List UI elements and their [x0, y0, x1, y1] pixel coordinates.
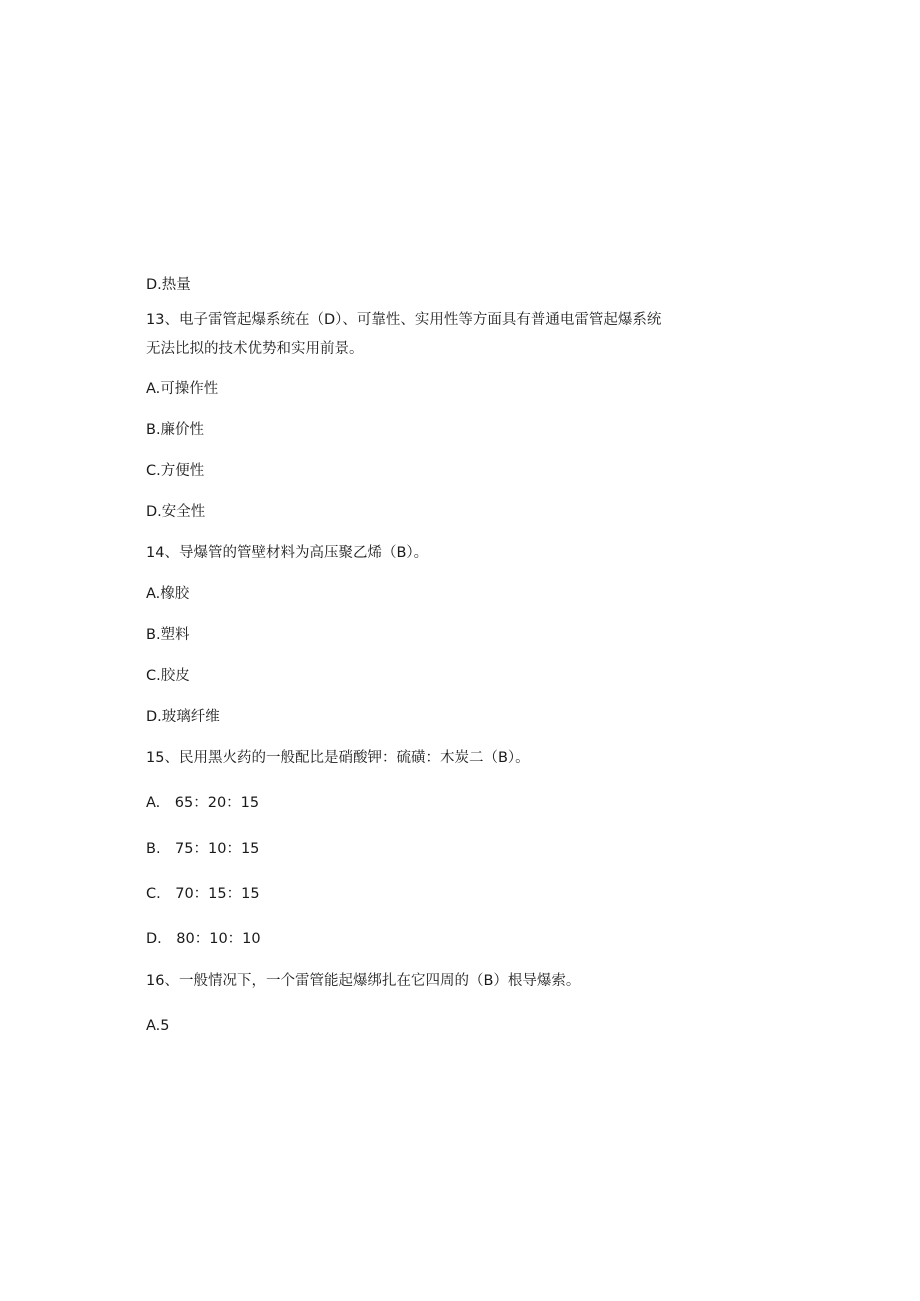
q14-option-d: D.玻璃纤维	[146, 709, 220, 725]
q15-option-d: D. 80：10：10	[146, 931, 261, 947]
q15-option-c: C. 70：15：15	[146, 886, 260, 902]
q13-stem-line2: 无法比拟的技术优势和实用前景。	[146, 341, 364, 357]
q14-option-b: B.塑料	[146, 627, 190, 643]
q13-stem-line1: 13、电子雷管起爆系统在（D）、可靠性、实用性等方面具有普通电雷管起爆系统	[146, 312, 662, 328]
q13-option-c: C.方便性	[146, 463, 205, 479]
q14-option-c: C.胶皮	[146, 668, 190, 684]
q12-option-d: D.热量	[146, 277, 191, 293]
q15-stem: 15、民用黑火药的一般配比是硝酸钾：硫磺：木炭二（B）。	[146, 750, 530, 766]
q14-option-a: A.橡胶	[146, 586, 190, 602]
q13-option-d: D.安全性	[146, 504, 206, 520]
q15-option-a: A. 65：20：15	[146, 795, 260, 811]
q13-option-a: A.可操作性	[146, 381, 219, 397]
q13-option-b: B.廉价性	[146, 422, 205, 438]
q16-stem: 16、一般情况下，一个雷管能起爆绑扎在它四周的（B）根导爆索。	[146, 973, 581, 989]
q16-option-a: A.5	[146, 1018, 170, 1034]
q14-stem: 14、导爆管的管壁材料为高压聚乙烯（B）。	[146, 545, 429, 561]
q15-option-b: B. 75：10：15	[146, 841, 260, 857]
